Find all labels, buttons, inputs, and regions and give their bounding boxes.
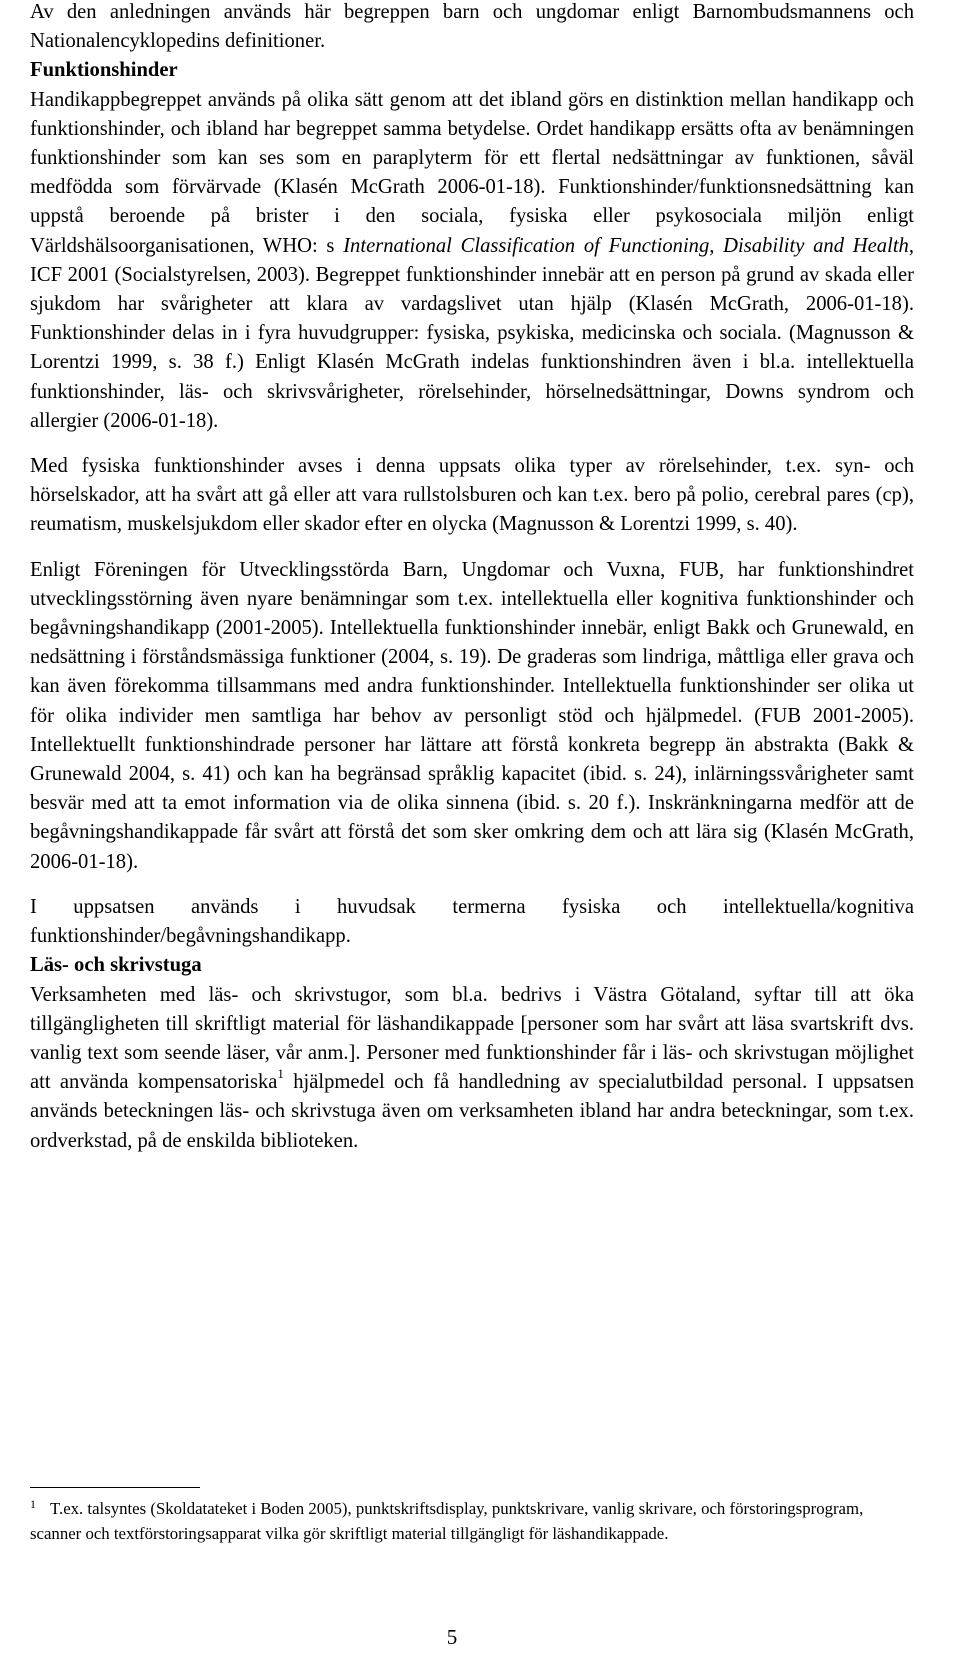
- document-page: [30, 0, 914, 1156]
- paragraph-text-part: Verksamheten med läs- och skrivstugor, som bl.a. bedrivs i Västra Götaland, syftar till att öka tillgängligheten till skriftligt material för läshandikappade [personer som har svårt att läsa svartskrift dvs. vanlig text som seende läser, vår anm.]. Personer med funktionshinder får i läs- och skrivstugan möjlighet att använda kompensatoriska: [30, 983, 914, 1094]
- section-heading-funktionshinder: Funktionshinder: [30, 59, 178, 82]
- paragraph-fysiska-funktionshinder: Med fysiska funktionshinder avses i denna uppsats olika typer av rörelsehinder, t.ex. syn- och hörselskador, att ha svårt att gå eller att vara rullstolsburen och kan t.ex. bero på polio, cerebral pares (cp), reumatism, muskelsjukdom eller skador efter en olycka (Magnusson & Lorentzi 1999, s. 40).: [30, 455, 914, 536]
- paragraph-text-part: Handikappbegreppet används på olika sätt genom att det ibland görs en distinktion mellan handikapp och funktionshinder, och ibland har begreppet samma betydelse. Ordet handikapp ersätts ofta av benämningen funktionshinder som kan ses som en paraplyterm för ett flertal nedsättningar av funktionen, såväl medfödda som förvärvade (Klasén McGrath 2006-01-18). Funktionshinder/funktionsnedsättning kan uppstå beroende på brister i den sociala, fysiska eller psykosociala miljön enligt Världshälsoorganisationen, WHO: s: [30, 88, 914, 257]
- paragraph-las-och-skrivstuga: [30, 981, 914, 1156]
- intro-paragraph: Av den anledningen används här begreppen barn och ungdomar enligt Barnombudsmannens och Nationalencyklopedins definitioner.: [30, 1, 914, 53]
- footnote: [30, 1497, 890, 1546]
- footnote-text: T.ex. talsyntes (Skoldatateket i Boden 2005), punktskriftsdisplay, punktskrivare, vanlig skrivare, och förstoringsprogram, scanner och textförstoringsapparat vilka gör skriftligt material tillgängligt för läshandikappade.: [30, 1499, 864, 1544]
- section-heading-las-och-skrivstuga: Läs- och skrivstuga: [30, 954, 202, 977]
- paragraph-intellektuella-funktionshinder: Enligt Föreningen för Utvecklingsstörda Barn, Ungdomar och Vuxna, FUB, har funktionshindret utvecklingsstörning även nyare benämningar som t.ex. intellektuella eller kognitiva funktionshinder och begåvningshandikapp (2001-2005). Intellektuella funktionshinder innebär, enligt Bakk och Grunewald, en nedsättning i förståndsmässiga funktioner (2004, s. 19). De graderas som lindriga, måttliga eller grava och kan även förekomma tillsammans med andra funktionshinder. Intellektuella funktionshinder ser olika ut för olika individer men samtliga har behov av personligt stöd och hjälpmedel. (FUB 2001-2005). Intellektuellt funktionshindrade personer har lättare att förstå konkreta begrepp än abstrakta (Bakk & Grunewald 2004, s. 41) och kan ha begränsad språklig kapacitet (ibid. s. 24), inlärningssvårigheter samt besvär med att ta emot information via de olika sinnena (ibid. s. 20 f.). Inskränkningarna medför att de begåvningshandikappade får svårt att förstå det som sker omkring dem och att lära sig (Klasén McGrath, 2006-01-18).: [30, 558, 914, 873]
- footnote-separator: [30, 1487, 200, 1488]
- footnote-mark: 1: [30, 1497, 36, 1511]
- paragraph-funktionshinder-definition: [30, 86, 914, 436]
- page-number: 5: [446, 1625, 458, 1649]
- paragraph-terms-used: I uppsatsen används i huvudsak termerna fysiska och intellektuella/kognitiva funktionshinder/begåvningshandikapp.: [30, 895, 914, 948]
- paragraph-text-part: , ICF 2001 (Socialstyrelsen, 2003). Begreppet funktionshinder innebär att en person på grund av skada eller sjukdom har svårigheter att klara av vardagslivet utan hjälp (Klasén McGrath, 2006-01-18). Funktionshinder delas in i fyra huvudgrupper: fysiska, psykiska, medicinska och sociala. (Magnusson & Lorentzi 1999, s. 38 f.) Enligt Klasén McGrath indelas funktionshindren även i bl.a. intellektuella funktionshinder, läs- och skrivsvårigheter, rörelsehinder, hörselnedsättningar, Downs syndrom och allergier (2006-01-18).: [30, 234, 914, 432]
- paragraph-text-part: hjälpmedel och få handledning av specialutbildad personal. I uppsatsen används beteckningen läs- och skrivstuga även om verksamheten ibland har andra beteckningar, som t.ex. ordverkstad, på de enskilda biblioteken.: [30, 1071, 914, 1152]
- italic-title-icf: International Classification of Functioning, Disability and Health: [343, 234, 909, 257]
- footnote-reference: 1: [277, 1066, 284, 1082]
